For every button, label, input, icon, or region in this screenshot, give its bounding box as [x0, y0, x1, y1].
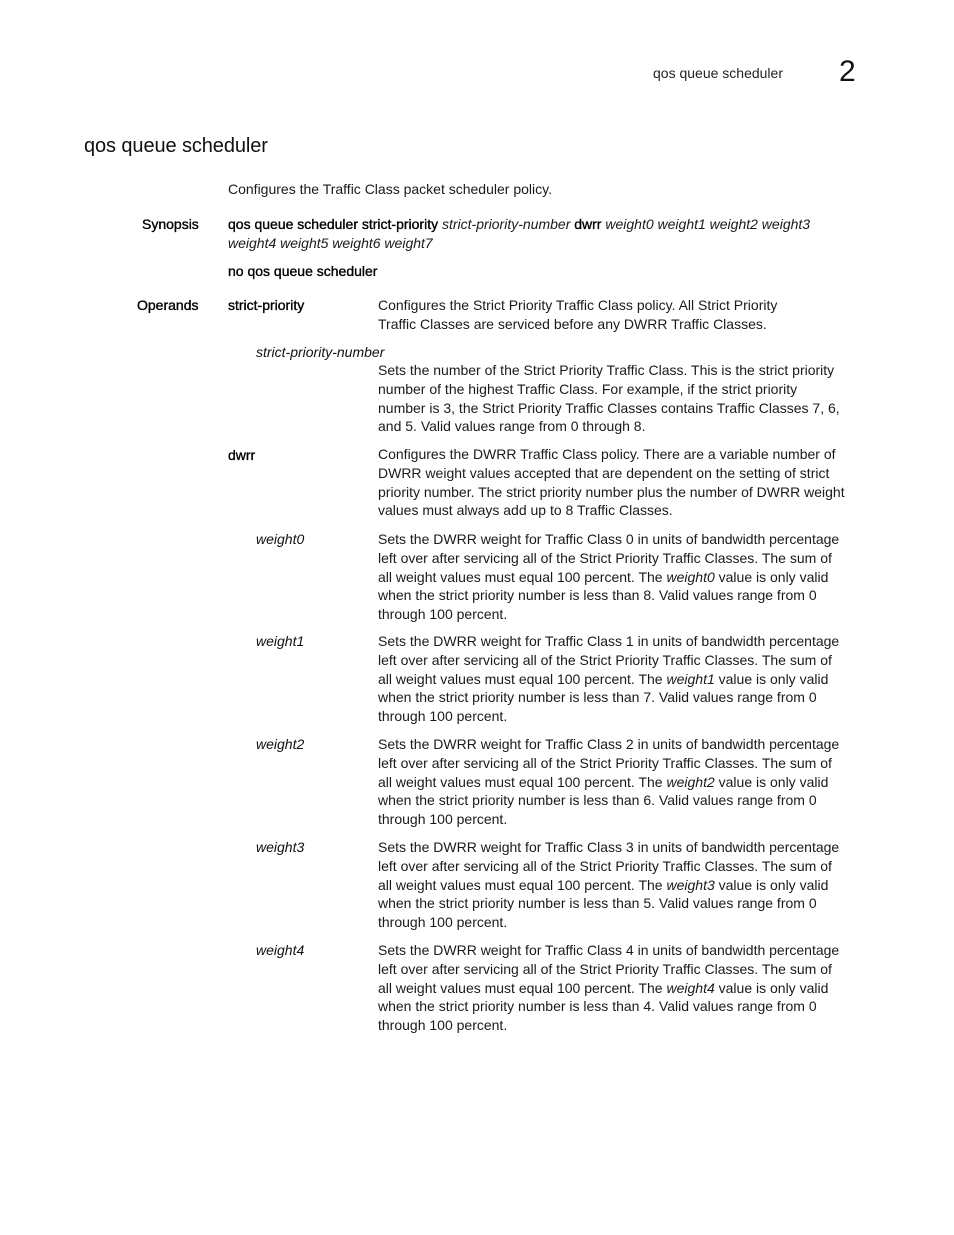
operands-label: Operands — [137, 297, 199, 313]
operand-strict-priority: strict-priority — [228, 297, 305, 313]
synopsis-weight-args: weight0 weight1 weight2 weight3 — [605, 216, 811, 232]
operand-strict-priority-number: strict-priority-number — [256, 344, 385, 360]
synopsis-argument: strict-priority-number — [442, 216, 571, 232]
operand-weight4: weight4 — [256, 942, 305, 958]
running-header-title: qos queue scheduler — [653, 65, 783, 81]
synopsis-label: Synopsis — [142, 216, 199, 232]
operand-weight4-description: Sets the DWRR weight for Traffic Class 4 in units of bandwidth percentage left over after servicing all of the Strict Priority Traffic Classes. The sum of all weight values must equal 100 percent. The weight4 value is only valid when the strict priority number is less than 4. Valid values range from 0 through 100 percent. — [378, 942, 840, 1034]
operand-dwrr: dwrr — [228, 447, 256, 463]
operand-weight1: weight1 — [256, 633, 305, 649]
operand-dwrr-description: Configures the DWRR Traffic Class policy. There are a variable number of DWRR weight values accepted that are dependent on the setting of strict priority number. The strict priority number plus the number of DWRR weight values must always add up to 8 Traffic Classes. — [378, 446, 845, 519]
command-description: Configures the Traffic Class packet scheduler policy. — [228, 181, 552, 197]
operand-weight0-description: Sets the DWRR weight for Traffic Class 0 in units of bandwidth percentage left over after servicing all of the Strict Priority Traffic Classes. The sum of all weight values must equal 100 percent. The weight0 value is only valid when the strict priority number is less than 8. Valid values range from 0 through 100 percent. — [378, 531, 840, 623]
synopsis-weight-args-line2: weight4 weight5 weight6 weight7 — [228, 234, 433, 251]
synopsis-keyword: qos queue scheduler strict-priority — [228, 216, 439, 232]
operand-strict-priority-number-description: Sets the number of the Strict Priority Traffic Class. This is the strict priority number of the highest Traffic Class. For example, if the strict priority number is 3, the Strict Priority Traffic Classes contains Traffic Classes 7, 6, and 5. Valid values range from 0 through 8. — [378, 362, 840, 435]
operand-weight2: weight2 — [256, 736, 305, 752]
synopsis-keyword-dwrr: dwrr — [574, 216, 602, 232]
synopsis-no-command: no qos queue scheduler — [228, 263, 378, 279]
operand-weight3-description: Sets the DWRR weight for Traffic Class 3 in units of bandwidth percentage left over after servicing all of the Strict Priority Traffic Classes. The sum of all weight values must equal 100 percent. The weight3 value is only valid when the strict priority number is less than 5. Valid values range from 0 through 100 percent. — [378, 839, 840, 931]
operand-strict-priority-description: Configures the Strict Priority Traffic Class policy. All Strict Priority Traffic Classes are serviced before any DWRR Traffic Classes. — [378, 297, 778, 332]
operand-weight1-description: Sets the DWRR weight for Traffic Class 1 in units of bandwidth percentage left over after servicing all of the Strict Priority Traffic Classes. The sum of all weight values must equal 100 percent. The weight1 value is only valid when the strict priority number is less than 7. Valid values range from 0 through 100 percent. — [378, 633, 840, 725]
operand-weight2-description: Sets the DWRR weight for Traffic Class 2 in units of bandwidth percentage left over after servicing all of the Strict Priority Traffic Classes. The sum of all weight values must equal 100 percent. The weight2 value is only valid when the strict priority number is less than 6. Valid values range from 0 through 100 percent. — [378, 736, 840, 828]
page-title: qos queue scheduler — [84, 135, 268, 157]
chapter-number: 2 — [839, 55, 856, 88]
operand-weight0: weight0 — [256, 531, 305, 547]
synopsis-command — [228, 215, 878, 253]
operand-weight3: weight3 — [256, 839, 305, 855]
